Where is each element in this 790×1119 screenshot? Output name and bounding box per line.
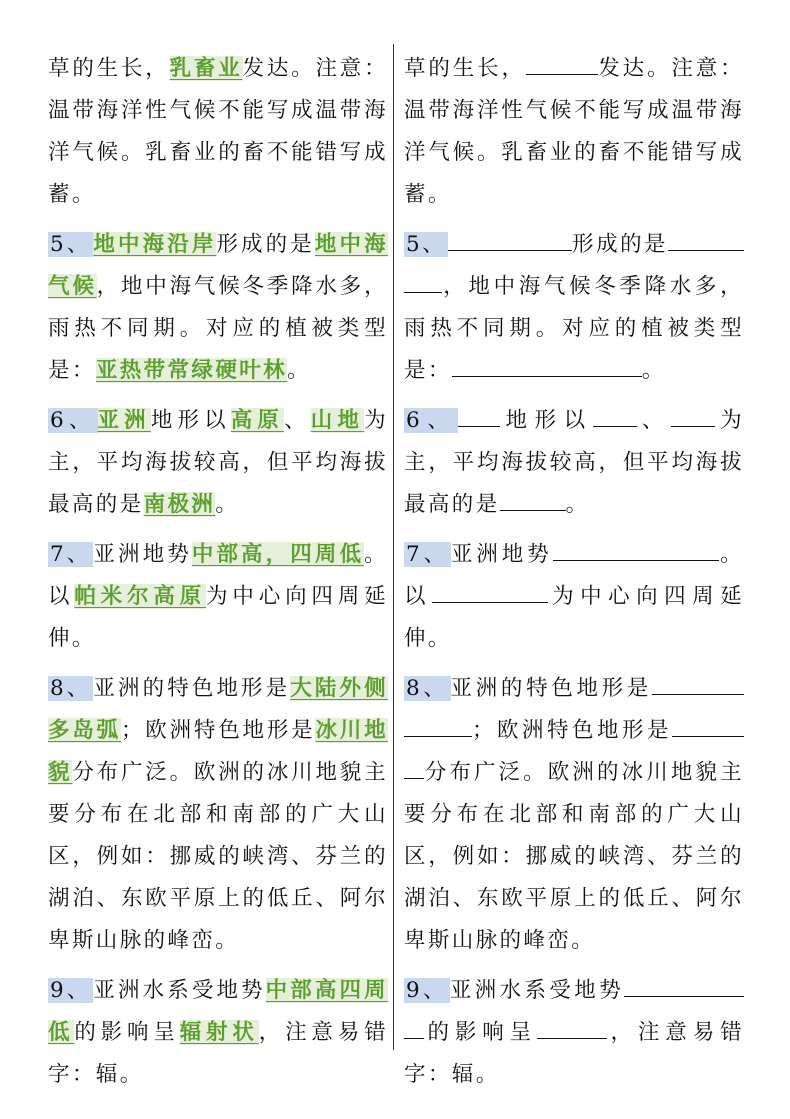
text-run: ；欧洲特色地形是 xyxy=(472,718,672,743)
text-run: 。 xyxy=(215,492,240,517)
text-run: ；欧洲特色地形是 xyxy=(120,718,316,743)
text-run: 亚洲水系受地势 xyxy=(93,978,266,1003)
answer-highlight: 大陆外侧多岛弧 xyxy=(48,676,389,743)
answer-highlight: 亚热带常绿硬叶林 xyxy=(95,358,288,383)
answer-item-6 xyxy=(48,400,388,526)
text-run: 。 xyxy=(287,358,311,383)
text-run: 的影响呈 xyxy=(424,1020,538,1045)
answer-highlight: 中部高四周低 xyxy=(48,978,388,1045)
text-run: 为主，平均海拔较高，但平均海拔最高的是 xyxy=(48,408,388,517)
answer-highlight: 中部高，四周低 xyxy=(191,542,365,567)
text-run: 为中心向四周延伸。 xyxy=(404,584,744,651)
item-number: 7、 xyxy=(406,542,449,567)
blank-item-6 xyxy=(404,400,744,526)
blank-line xyxy=(537,1018,607,1039)
answer-highlight: 地中海气候 xyxy=(48,232,389,299)
text-run: ，注意易错字：辐。 xyxy=(48,1020,388,1087)
text-run: 亚洲地势 xyxy=(93,542,192,567)
answer-highlight: 冰川地貌 xyxy=(48,718,389,785)
blank-line xyxy=(404,716,472,737)
blank-item-5 xyxy=(404,224,744,392)
blank-item-9 xyxy=(404,970,744,1096)
text-run: 地形以 xyxy=(150,408,231,433)
answer-highlight: 南极洲 xyxy=(143,492,216,517)
item-number: 6、 xyxy=(50,408,96,433)
answer-highlight: 地中海沿岸 xyxy=(93,232,217,257)
text-run: ，地中海气候冬季降水多，雨热不同期。对应的植被类型是： xyxy=(404,274,744,383)
text-run: 分布广泛。欧洲的冰川地貌主要分布在北部和南部的广大山区，例如：挪威的峡湾、芬兰的湖泊、东欧平原上的低丘、阿尔卑斯山脉的峰峦。 xyxy=(48,760,389,953)
answer-item-8 xyxy=(48,668,388,962)
answer-item-9 xyxy=(48,970,388,1096)
blank-column xyxy=(404,48,744,1096)
text-run: 亚洲的特色地形是 xyxy=(450,676,652,701)
text-run: 亚洲水系受地势 xyxy=(449,978,624,1003)
text-run: 。 xyxy=(641,358,666,383)
text-run: 为中心向四周延伸。 xyxy=(48,584,388,651)
blank-line xyxy=(500,490,566,511)
blank-line xyxy=(672,716,744,737)
blank-line xyxy=(404,272,442,293)
text-run: 发达。注意：温带海洋性气候不能写成温带海洋气候。乳畜业的畜不能错写成蓄。 xyxy=(48,56,388,207)
blank-item-7 xyxy=(404,534,744,660)
column-divider xyxy=(393,44,394,1050)
text-run: 。以 xyxy=(48,542,388,609)
text-run: 形成的是 xyxy=(572,232,668,257)
text-run: ，地中海气候冬季降水多，雨热不同期。对应的植被类型是： xyxy=(48,274,388,383)
text-run: 草的生长， xyxy=(48,56,170,81)
text-run: 发达。注意：温带海洋性气候不能写成温带海洋气候。乳畜业的畜不能错写成蓄。 xyxy=(404,56,744,207)
text-run: 分布广泛。欧洲的冰川地貌主要分布在北部和南部的广大山区，例如：挪威的峡湾、芬兰的湖泊、东欧平原上的低丘、阿尔卑斯山脉的峰峦。 xyxy=(404,760,744,953)
text-run: 。 xyxy=(565,492,590,517)
item-number: 8、 xyxy=(406,676,449,701)
blank-line xyxy=(458,406,500,427)
text-run: 形成的是 xyxy=(216,232,315,257)
item-number: 8、 xyxy=(50,676,92,701)
blank-line xyxy=(668,230,744,251)
answer-highlight: 高原 xyxy=(230,408,285,433)
item-number: 5、 xyxy=(406,232,447,257)
blank-line xyxy=(624,976,744,997)
blank-line xyxy=(593,406,637,427)
text-run: 地形以 xyxy=(500,408,593,433)
blank-line xyxy=(553,540,719,561)
item-number: 6、 xyxy=(406,408,457,433)
answer-item-7 xyxy=(48,534,388,660)
answer-highlight: 亚洲 xyxy=(97,408,151,433)
answer-highlight: 帕米尔高原 xyxy=(74,584,207,609)
text-run: 亚洲的特色地形是 xyxy=(93,676,291,701)
item-number: 9、 xyxy=(406,978,448,1003)
text-run: 、 xyxy=(636,408,671,433)
answer-highlight: 辐射状 xyxy=(179,1020,259,1045)
text-run: 。 xyxy=(718,542,744,567)
answer-column xyxy=(48,48,388,1096)
text-run: 草的生长， xyxy=(404,56,526,81)
text-run: 以 xyxy=(404,584,432,609)
item-number: 5、 xyxy=(50,232,92,257)
blank-item-8 xyxy=(404,668,744,962)
blank-line xyxy=(671,406,715,427)
blank-line xyxy=(452,356,642,377)
answer-highlight: 乳畜业 xyxy=(169,56,243,81)
blank-line xyxy=(526,54,598,75)
blank-line xyxy=(404,758,424,779)
blank-line xyxy=(448,230,572,251)
blank-line xyxy=(404,1018,424,1039)
text-run: 、 xyxy=(284,408,311,433)
blank-line xyxy=(432,582,548,603)
blank-item-4-continued xyxy=(404,48,744,216)
text-run: 的影响呈 xyxy=(74,1020,180,1045)
blank-line xyxy=(652,674,744,695)
answer-item-4-continued xyxy=(48,48,388,216)
answer-item-5 xyxy=(48,224,388,392)
text-run: 为主，平均海拔较高，但平均海拔最高的是 xyxy=(404,408,744,517)
item-number: 9、 xyxy=(50,978,92,1003)
item-number: 7、 xyxy=(50,542,92,567)
text-run: ，注意易错字：辐。 xyxy=(404,1020,744,1087)
text-run: 亚洲地势 xyxy=(450,542,553,567)
answer-highlight: 山地 xyxy=(310,408,365,433)
